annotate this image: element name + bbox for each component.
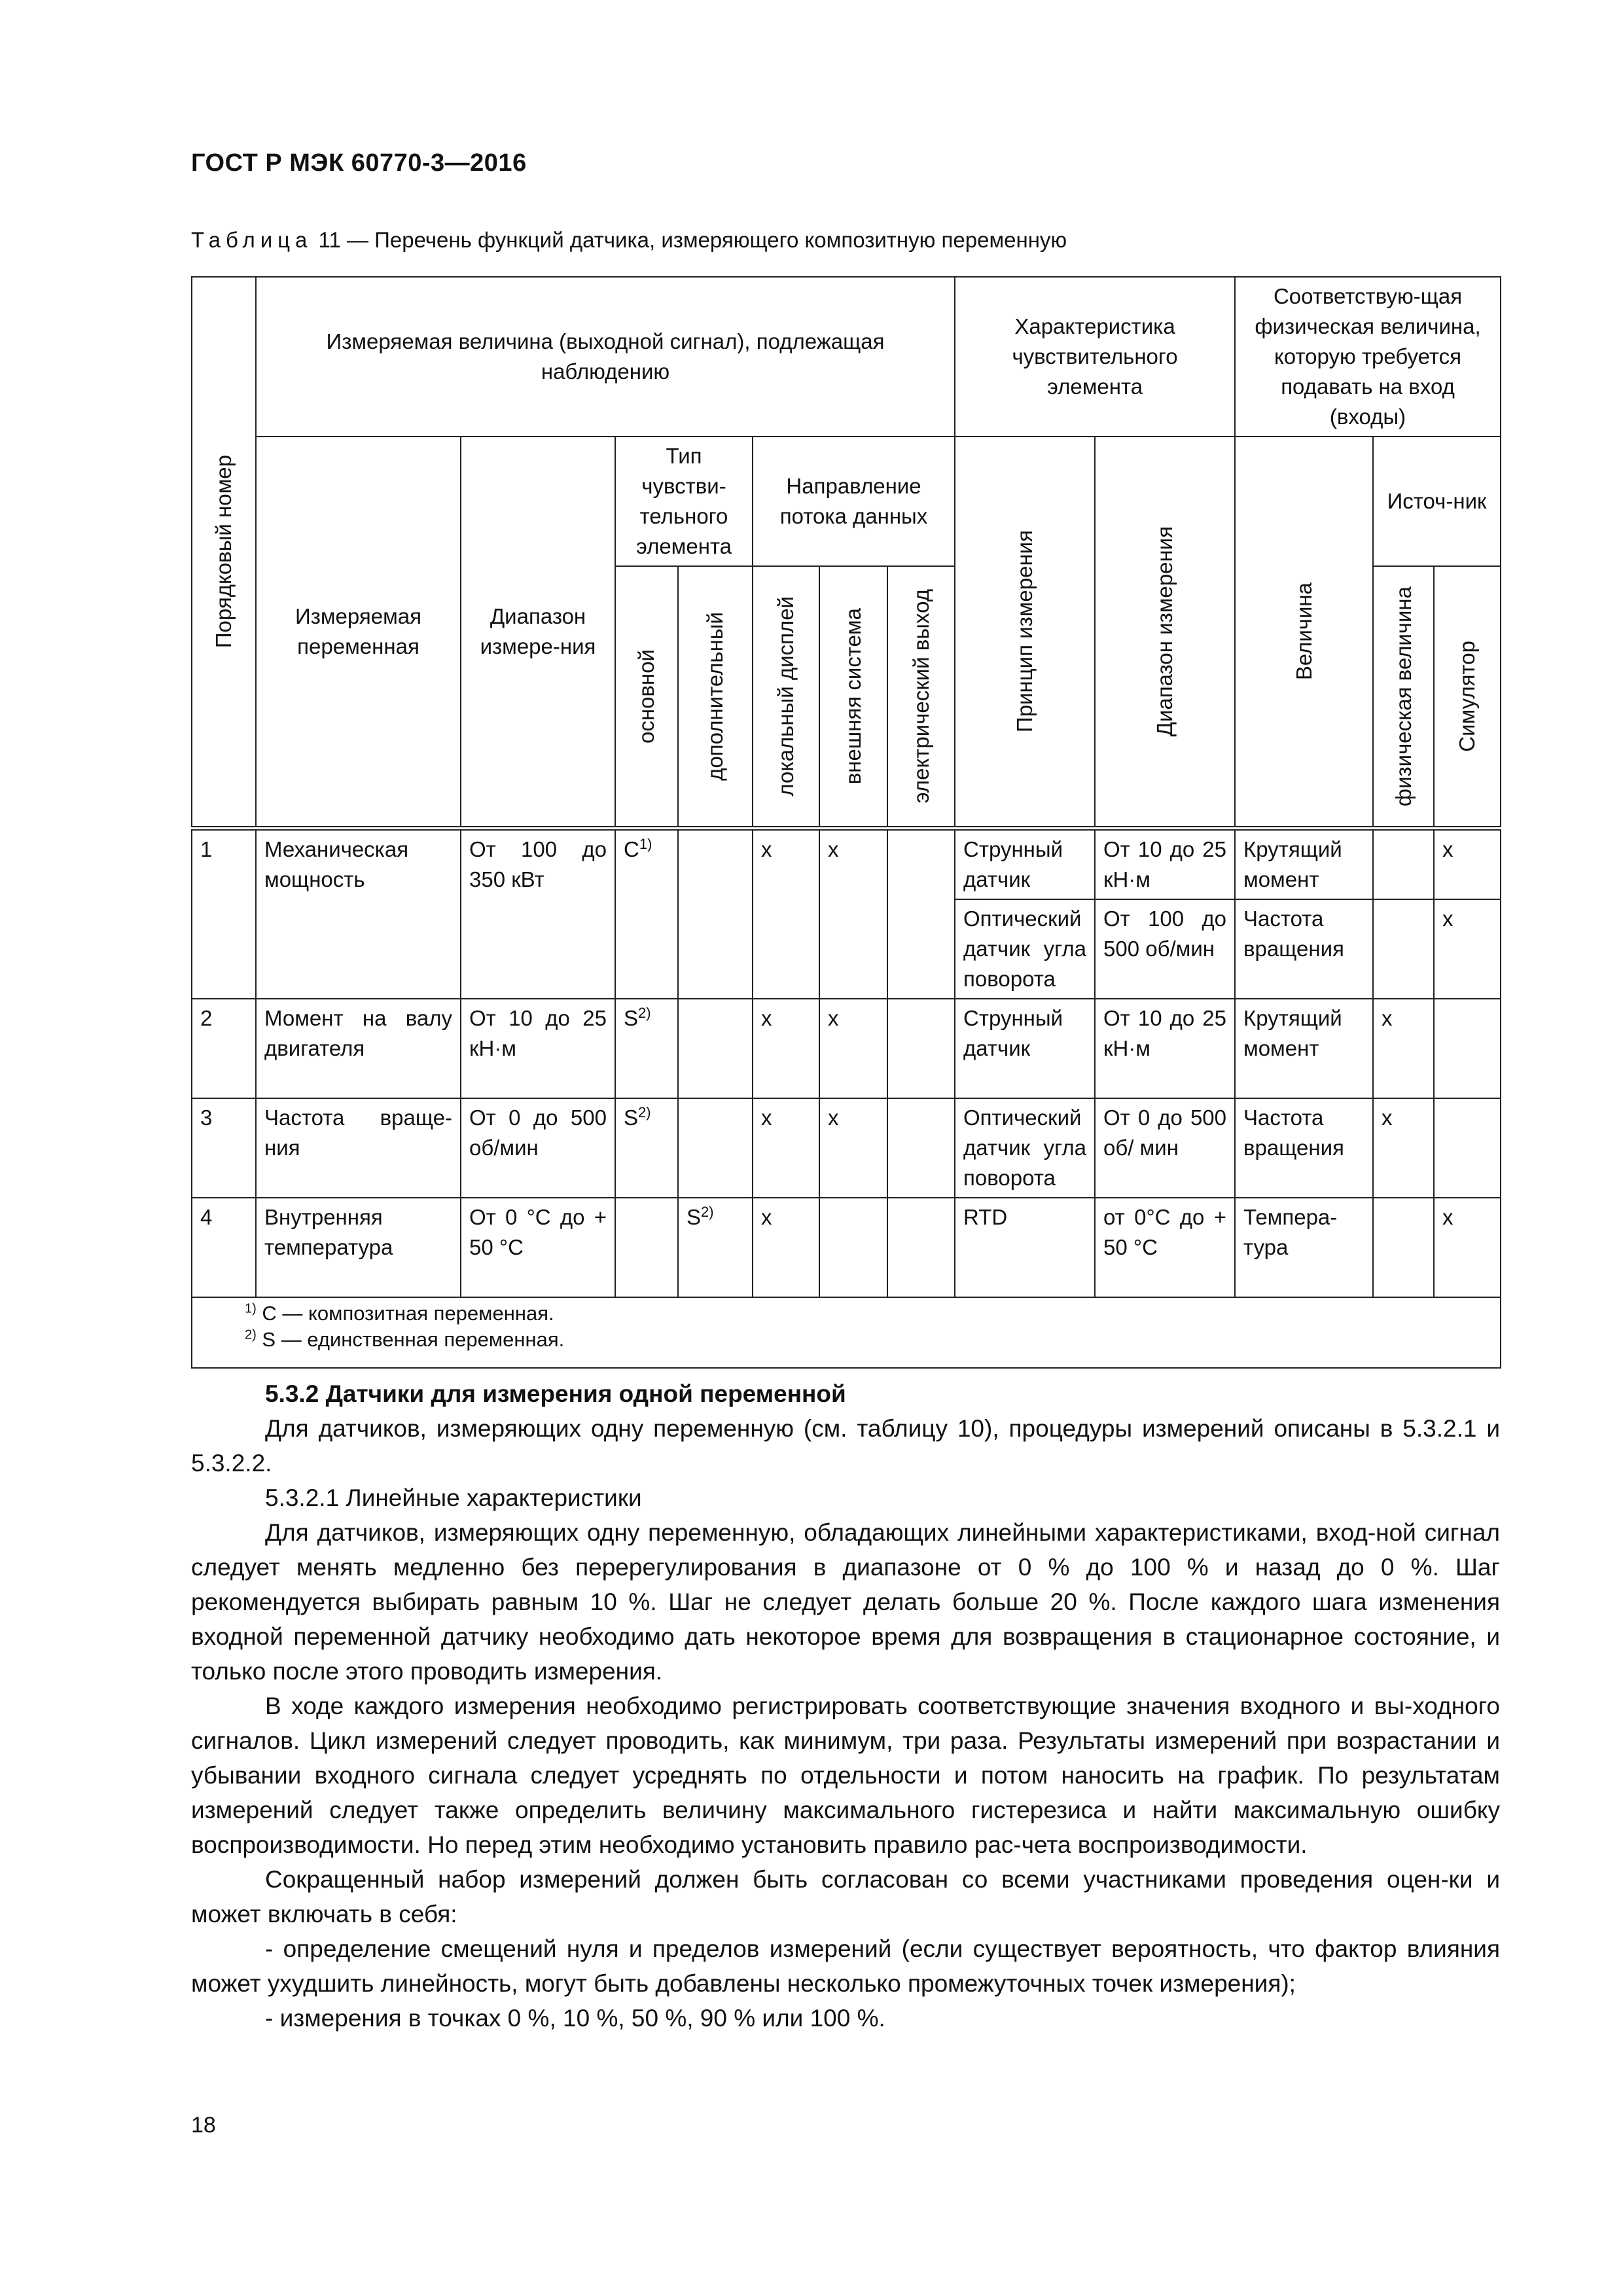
row-meas-range: От 0 до 500 об/ мин — [1095, 1098, 1235, 1198]
row-number: 2 — [192, 999, 256, 1098]
row-physical — [1373, 899, 1434, 999]
table-footnotes — [192, 1297, 1501, 1368]
row-principle: Оптический датчик угла поворота — [955, 1098, 1095, 1198]
header-meas-range: Диапазон измерения — [1095, 437, 1235, 828]
section-heading: 5.3.2 Датчики для измерения одной переменной — [265, 1380, 846, 1407]
row-electrical — [887, 1198, 955, 1297]
row-additional: $S^{2)}$ — [678, 1198, 753, 1297]
header-element-type: Тип чувстви-тельного элемента — [615, 437, 753, 566]
row-principle: RTD — [955, 1198, 1095, 1297]
row-electrical — [887, 999, 955, 1098]
table-row — [192, 1098, 1501, 1198]
header-physical-quantity: Соответствую-щая физическая величина, которую требуется подавать на вход (входы) — [1235, 277, 1501, 437]
subsection-heading: 5.3.2.1 Линейные характеристики — [265, 1484, 642, 1511]
row-physical: х — [1373, 1098, 1434, 1198]
row-number: 1 — [192, 828, 256, 999]
page-number: 18 — [191, 2113, 216, 2138]
row-range: От 10 до 25 кН·м — [461, 999, 615, 1098]
row-primary: $S^{2)}$ — [615, 1098, 678, 1198]
row-physical — [1373, 1198, 1434, 1297]
row-local: х — [753, 1098, 819, 1198]
header-simulator: Симулятор — [1434, 566, 1501, 828]
sensor-functions-table — [191, 276, 1501, 1369]
list-item: - определение смещений нуля и пределов измерений (если существует вероятность, что фактор влияния может ухудшить линейность, могут быть добавлены несколько промежуточных точек измерения); — [191, 1935, 1500, 1997]
table-caption-title: 11 — Перечень функций датчика, измеряющего композитную переменную — [312, 228, 1067, 252]
row-local: х — [753, 999, 819, 1098]
row-quantity: Крутящий момент — [1235, 999, 1373, 1098]
paragraph: Для датчиков, измеряющих одну переменную (см. таблицу 10), процедуры измерений описаны в 5.3.2.1 и 5.3.2.2. — [191, 1415, 1500, 1477]
row-primary: $C^{1)}$ — [615, 828, 678, 999]
row-number: 4 — [192, 1198, 256, 1297]
header-measured-variable: Измеряемая переменная — [256, 437, 461, 828]
header-source: Источ-ник — [1373, 437, 1501, 566]
row-physical: х — [1373, 999, 1434, 1098]
header-electrical-output: электрический выход — [887, 566, 955, 828]
table-row — [192, 999, 1501, 1098]
row-meas-range: От 100 до 500 об/мин — [1095, 899, 1235, 999]
header-measured-quantity: Измеряемая величина (выходной сигнал), подлежащая наблюдению — [256, 277, 955, 437]
row-quantity: Темпера-тура — [1235, 1198, 1373, 1297]
footnote-1: $^{1)}$ С — композитная переменная. — [245, 1301, 554, 1325]
row-principle: Струнный датчик — [955, 828, 1095, 899]
row-external: х — [819, 999, 887, 1098]
row-range: От 100 до 350 кВт — [461, 828, 615, 999]
header-principle: Принцип измерения — [955, 437, 1095, 828]
body-text — [191, 1376, 1500, 2036]
row-meas-range: От 10 до 25 кН·м — [1095, 999, 1235, 1098]
row-additional — [678, 1098, 753, 1198]
row-variable: Частота враще-ния — [256, 1098, 461, 1198]
table-caption-word: Таблица — [191, 228, 313, 252]
row-simulator: х — [1434, 828, 1501, 899]
row-meas-range: От 10 до 25 кН·м — [1095, 828, 1235, 899]
header-order-number: Порядковый номер — [192, 277, 256, 828]
paragraph: В ходе каждого измерения необходимо регистрировать соответствующие значения входного и вы-ходного сигналов. Цикл измерений следует проводить, как минимум, три раза. Результаты измерений при возрастании и убывании входного сигнала следует усреднять по отдельности и потом наносить на график. По результатам измерений следует также определить величину максимального гистерезиса и найти максимальную ошибку воспроизводимости. Но перед этим необходимо установить правило рас-чета воспроизводимости. — [191, 1693, 1500, 1858]
row-electrical — [887, 1098, 955, 1198]
row-physical — [1373, 828, 1434, 899]
row-simulator: х — [1434, 1198, 1501, 1297]
row-primary — [615, 1198, 678, 1297]
header-local-display: локальный дисплей — [753, 566, 819, 828]
row-quantity: Крутящий момент — [1235, 828, 1373, 899]
row-variable: Момент на валу двигателя — [256, 999, 461, 1098]
table-row — [192, 1198, 1501, 1297]
row-local: х — [753, 828, 819, 999]
row-external: х — [819, 828, 887, 999]
row-variable: Внутренняя температура — [256, 1198, 461, 1297]
row-external: х — [819, 1098, 887, 1198]
row-local: х — [753, 1198, 819, 1297]
paragraph: Для датчиков, измеряющих одну переменную, обладающих линейными характеристиками, вход-ной сигнал следует менять медленно без перерегулирования в диапазоне от 0 % до 100 % и назад до 0 %. Шаг рекомендуется выбирать равным 10 %. Шаг не следует делать больше 20 %. После каждого шага изменения входной переменной датчику необходимо дать некоторое время для возвращения в стационарное состояние, и только после этого проводить измерения. — [191, 1519, 1500, 1685]
header-physical: физическая величина — [1373, 566, 1434, 828]
header-quantity: Величина — [1235, 437, 1373, 828]
row-primary: $S^{2)}$ — [615, 999, 678, 1098]
row-electrical — [887, 828, 955, 999]
row-variable: Механическая мощность — [256, 828, 461, 999]
row-range: От 0 °С до + 50 °С — [461, 1198, 615, 1297]
footnote-2: $^{2)}$ S — единственная переменная. — [245, 1327, 565, 1351]
row-meas-range: от 0°С до + 50 °С — [1095, 1198, 1235, 1297]
row-additional — [678, 999, 753, 1098]
row-quantity: Частота вращения — [1235, 1098, 1373, 1198]
header-sensor-characteristic: Характеристика чувствительного элемента — [955, 277, 1235, 437]
header-data-direction: Направление потока данных — [753, 437, 955, 566]
row-quantity: Частота вращения — [1235, 899, 1373, 999]
paragraph: Сокращенный набор измерений должен быть согласован со всеми участниками проведения оцен-ки и может включать в себя: — [191, 1866, 1500, 1928]
row-range: От 0 до 500 об/мин — [461, 1098, 615, 1198]
header-external-system: внешняя система — [819, 566, 887, 828]
row-additional — [678, 828, 753, 999]
table-row — [192, 828, 1501, 899]
list-item: - измерения в точках 0 %, 10 %, 50 %, 90 % или 100 %. — [265, 2005, 885, 2032]
header-primary: основной — [615, 566, 678, 828]
row-simulator — [1434, 1098, 1501, 1198]
header-range: Диапазон измере-ния — [461, 437, 615, 828]
row-principle: Струнный датчик — [955, 999, 1095, 1098]
row-simulator: х — [1434, 899, 1501, 999]
row-simulator — [1434, 999, 1501, 1098]
header-additional: дополнительный — [678, 566, 753, 828]
table-caption — [191, 228, 1067, 253]
row-principle: Оптический датчик угла поворота — [955, 899, 1095, 999]
row-external — [819, 1198, 887, 1297]
row-number: 3 — [192, 1098, 256, 1198]
document-code-header: ГОСТ Р МЭК 60770-3—2016 — [191, 149, 527, 177]
